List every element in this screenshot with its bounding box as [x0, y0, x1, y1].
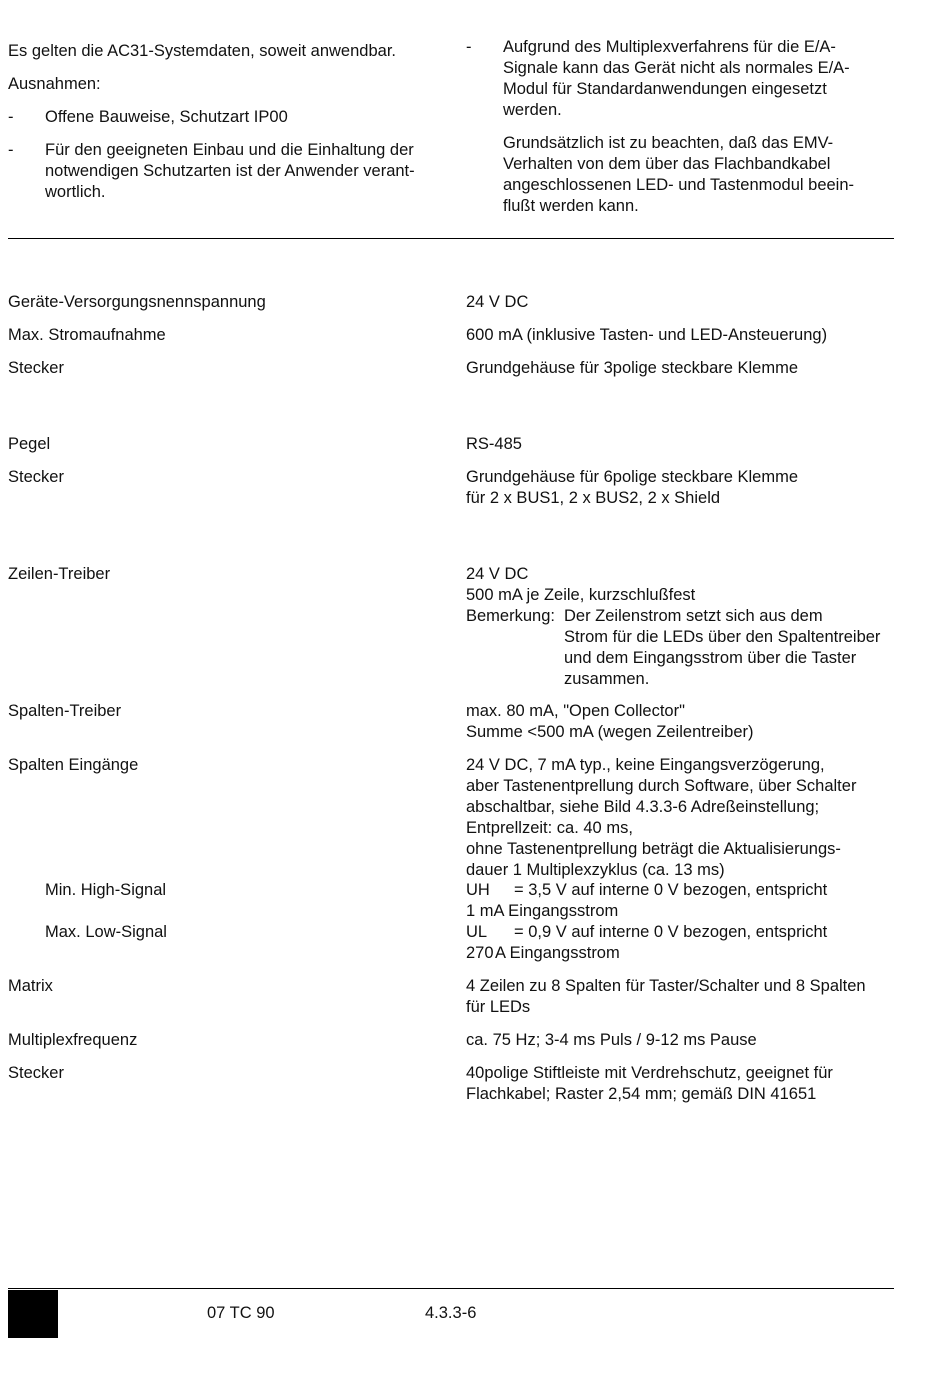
spec-label: Zeilen-Treiber	[8, 565, 111, 583]
spec-label: Multiplexfrequenz	[8, 1031, 138, 1049]
spec-label: Spalten Eingänge	[8, 756, 139, 774]
spec-label: Stecker	[8, 359, 64, 377]
remark-text: Der Zeilenstrom setzt sich aus dem Strom für die LEDs über den Spaltentreiber und dem Eingangsstrom über die Taster zusammen.	[564, 607, 881, 688]
spec-value: UH = 3,5 V auf interne 0 V bezogen, entspricht 1 mA Eingangsstrom	[466, 881, 828, 920]
spec-value: max. 80 mA, "Open Collector" Summe <500 mA (wegen Zeilentreiber)	[466, 702, 754, 741]
spec-value: 24 V DC, 7 mA typ., keine Eingangsverzögerung, aber Tastenentprellung durch Software, über Schalter abschaltbar, siehe Bild 4.3.3-6 Adreßeinstellung; Entprellzeit: ca. 40 ms, ohne Tastenentprellung beträgt die Aktualisierungs- dauer 1 Multiplexzyklus (ca. 13 ms)	[466, 756, 857, 879]
spec-label: Max. Stromaufnahme	[8, 326, 166, 344]
exception-item: Für den geeigneten Einbau und die Einhaltung der notwendigen Schutzarten ist der Anwender verant- wortlich.	[45, 141, 415, 201]
spec-value: 24 V DC 500 mA je Zeile, kurzschlußfest	[466, 565, 696, 604]
spec-value: 4 Zeilen zu 8 Spalten für Taster/Schalter und 8 Spalten für LEDs	[466, 977, 866, 1016]
spec-value: ca. 75 Hz; 3-4 ms Puls / 9-12 ms Pause	[466, 1031, 757, 1049]
spec-label: Geräte-Versorgungsnennspannung	[8, 293, 266, 311]
spec-value: 24 V DC	[466, 293, 529, 311]
spec-label: Stecker	[8, 468, 64, 486]
spec-label: Matrix	[8, 977, 53, 995]
footer-black-box	[8, 1290, 58, 1338]
exception-item: Offene Bauweise, Schutzart IP00	[45, 108, 288, 126]
spec-sublabel: Max. Low-Signal	[45, 923, 167, 941]
emv-note: Grundsätzlich ist zu beachten, daß das EMV- Verhalten von dem über das Flachbandkabel angeschlossenen LED- und Tastenmodul beein- flußt werden kann.	[503, 134, 855, 215]
section-divider	[8, 238, 894, 239]
spec-label: Stecker	[8, 1064, 64, 1082]
spec-sublabel: Min. High-Signal	[45, 881, 167, 899]
spec-value: 40polige Stiftleiste mit Verdrehschutz, geeignet für Flachkabel; Raster 2,54 mm; gemäß DIN 41651	[466, 1064, 833, 1103]
bullet-dash: -	[466, 38, 472, 56]
exceptions-heading: Ausnahmen:	[8, 75, 101, 93]
footer-page-number: 4.3.3-6	[425, 1304, 477, 1322]
footer-device: 07 TC 90	[207, 1304, 275, 1322]
multiplex-note: Aufgrund des Multiplexverfahrens für die E/A- Signale kann das Gerät nicht als normales E/A- Modul für Standardanwendungen eingesetzt werden.	[503, 38, 850, 119]
bullet-dash: -	[8, 108, 14, 126]
voltage-symbol: UH	[466, 881, 490, 899]
spec-value: Grundgehäuse für 6polige steckbare Klemme für 2 x BUS1, 2 x BUS2, 2 x Shield	[466, 468, 799, 507]
bullet-dash: -	[8, 141, 14, 159]
spec-label: Pegel	[8, 435, 51, 453]
spec-value: Grundgehäuse für 3polige steckbare Klemme	[466, 359, 799, 377]
spec-value: RS-485	[466, 435, 522, 453]
footer-rule	[8, 1288, 894, 1289]
spec-value: 600 mA (inklusive Tasten- und LED-Ansteuerung)	[466, 326, 828, 344]
spec-label: Spalten-Treiber	[8, 702, 122, 720]
voltage-symbol: UL	[466, 923, 488, 941]
spec-value: UL = 0,9 V auf interne 0 V bezogen, entspricht 270A Eingangsstrom	[466, 923, 828, 962]
remark-label: Bemerkung:	[466, 607, 555, 625]
intro-note: Es gelten die AC31-Systemdaten, soweit anwendbar.	[8, 42, 396, 60]
